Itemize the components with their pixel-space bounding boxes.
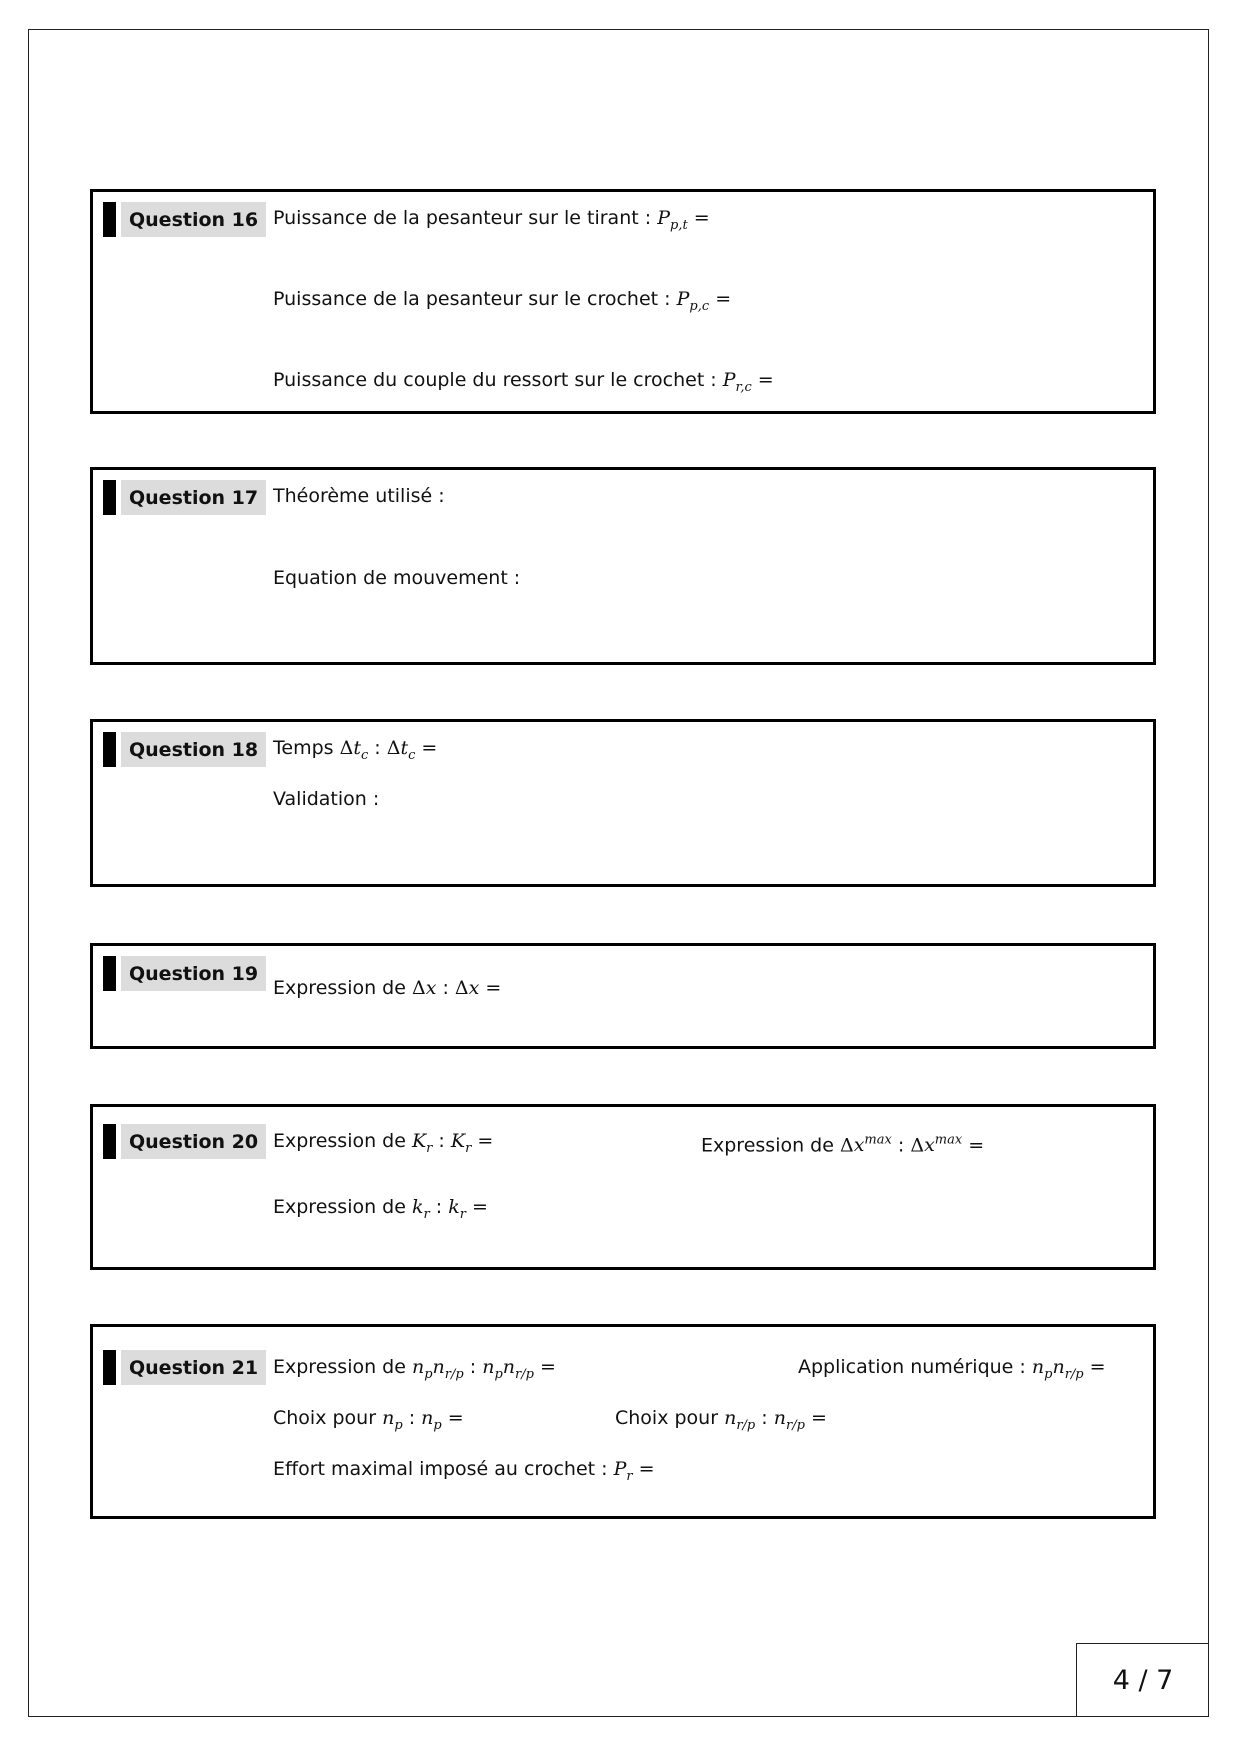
math-expression: $P_{p,t}$	[657, 207, 688, 233]
question-20-box	[90, 1104, 1156, 1270]
answer-line-np-nrp: Expression de $n_pn_{r/p}$ : $n_pn_{r/p}$ =	[273, 1356, 556, 1382]
question-16-box	[90, 189, 1156, 414]
line-text: Expression de	[273, 977, 412, 999]
question-tag	[103, 732, 266, 767]
question-label: Question 16	[121, 202, 266, 237]
line-text: Temps	[273, 737, 340, 759]
answer-line-validation	[273, 787, 379, 811]
tag-bar	[103, 202, 116, 237]
tag-bar	[103, 1350, 116, 1385]
question-label: Question 17	[121, 480, 266, 515]
page-number: 4 / 7	[1076, 1643, 1209, 1717]
answer-line-theorem	[273, 484, 445, 508]
answer-line-Kr: Expression de $K_r$ : $K_r$ =	[273, 1130, 494, 1156]
line-text: Expression de	[273, 1130, 412, 1152]
answer-line-choice-np: Choix pour $n_p$ : $n_p$ =	[273, 1407, 464, 1433]
line-text: Puissance de la pesanteur sur le crochet :	[273, 288, 677, 310]
question-17-box	[90, 467, 1156, 665]
answer-line-delta-x-max: Expression de $\Delta x^{max}$ : $\Delta x^{max}$ =	[701, 1133, 985, 1157]
answer-line-equation	[273, 566, 520, 590]
answer-line-choice-nrp: Choix pour $n_{r/p}$ : $n_{r/p}$ =	[615, 1407, 827, 1433]
question-tag	[103, 202, 266, 237]
tag-bar	[103, 732, 116, 767]
answer-line-power-tirant: Puissance de la pesanteur sur le tirant : $P_{p,t}$ =	[273, 207, 710, 233]
question-label: Question 18	[121, 732, 266, 767]
line-text: Choix pour	[273, 1407, 383, 1429]
question-tag	[103, 956, 266, 991]
question-19-box	[90, 943, 1156, 1049]
question-21-box	[90, 1324, 1156, 1519]
answer-line-delta-x: Expression de Δx : Δx =	[273, 977, 502, 999]
tag-bar	[103, 480, 116, 515]
question-18-box	[90, 719, 1156, 887]
answer-line-power-crochet: Puissance de la pesanteur sur le crochet : $P_{p,c}$ =	[273, 288, 732, 314]
answer-line-kr: Expression de $k_r$ : $k_r$ =	[273, 1196, 488, 1222]
line-text: Effort maximal imposé au crochet :	[273, 1458, 614, 1480]
answer-line-power-ressort: Puissance du couple du ressort sur le crochet : $P_{r,c}$ =	[273, 369, 774, 395]
line-text: Validation :	[273, 788, 380, 810]
line-text: Expression de	[701, 1134, 840, 1157]
question-tag	[103, 1350, 266, 1385]
tag-bar	[103, 1124, 116, 1159]
line-text: Puissance du couple du ressort sur le crochet :	[273, 369, 723, 391]
question-tag	[103, 480, 266, 515]
answer-line-numerical-application: Application numérique : $n_pn_{r/p}$ =	[798, 1356, 1106, 1382]
line-text: Puissance de la pesanteur sur le tirant :	[273, 207, 658, 229]
question-label: Question 20	[121, 1124, 266, 1159]
answer-line-max-effort: Effort maximal imposé au crochet : $P_r$ =	[273, 1458, 655, 1484]
question-label: Question 21	[121, 1350, 266, 1385]
line-text: Expression de	[273, 1196, 412, 1218]
line-text: Choix pour	[615, 1407, 725, 1429]
math-expression: $P_{r,c}$	[722, 369, 752, 395]
line-text: Théorème utilisé :	[273, 485, 445, 507]
question-tag	[103, 1124, 266, 1159]
line-text: Equation de mouvement :	[273, 567, 521, 589]
math-expression: $P_{p,c}$	[676, 288, 710, 314]
question-label: Question 19	[121, 956, 266, 991]
answer-line-time: Temps $\Delta t_c$ : $\Delta t_c$ =	[273, 737, 438, 763]
tag-bar	[103, 956, 116, 991]
line-text: Expression de	[273, 1356, 412, 1378]
line-text: Application numérique :	[798, 1356, 1032, 1378]
